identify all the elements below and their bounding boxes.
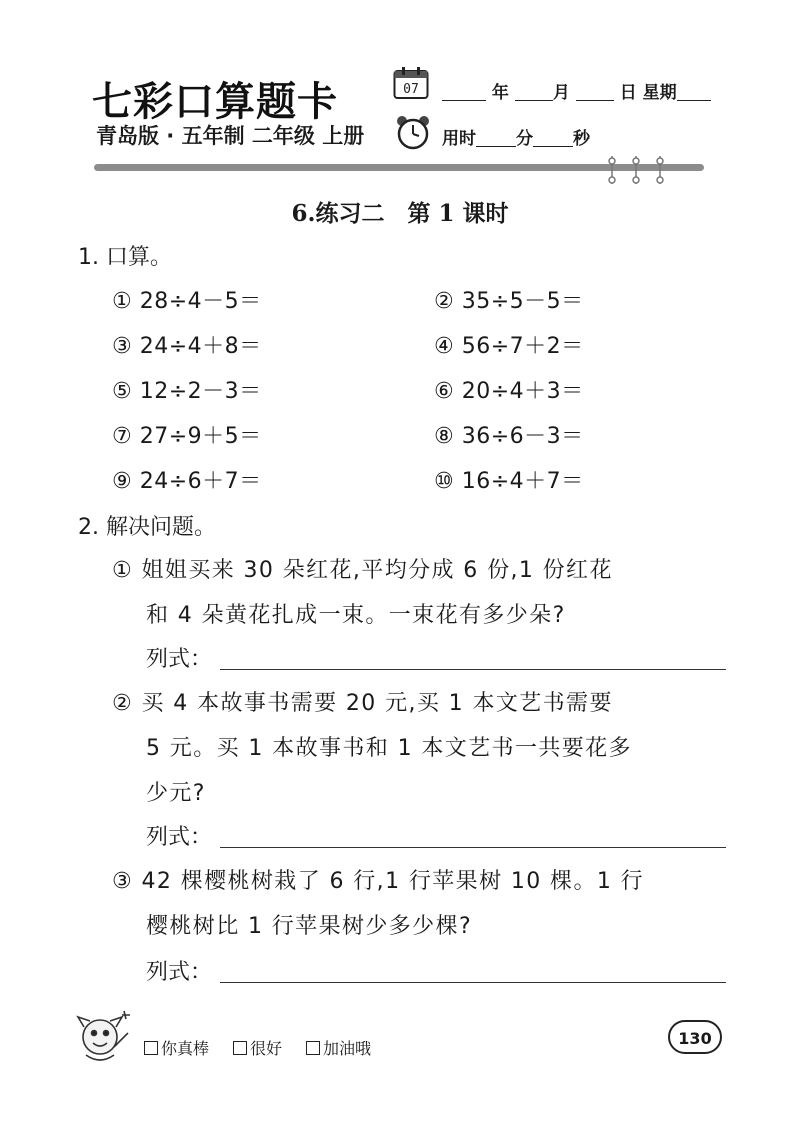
- rating-keep-going-label: 加油哦: [323, 1039, 372, 1058]
- time-used-label: 用时: [442, 129, 476, 149]
- problem-2-line-1: ② 买 4 本故事书需要 20 元,买 1 本文艺书需要: [112, 691, 613, 716]
- problem-3-line-1: ③ 42 棵樱桃树栽了 6 行,1 行苹果树 10 棵。1 行: [112, 869, 645, 894]
- rating-great[interactable]: [144, 1036, 209, 1059]
- date-line: [442, 78, 711, 103]
- calc-item-5: ⑤ 12÷2－3＝: [112, 379, 262, 404]
- problem-3-line-2: 樱桃树比 1 行苹果树少多少棵?: [146, 914, 473, 939]
- section-title: 6.练习二 第 1 课时: [291, 200, 509, 227]
- month-label: 月: [552, 83, 570, 103]
- mascot-icon: [70, 1003, 136, 1069]
- rating-great-checkbox[interactable]: [144, 1041, 158, 1055]
- year-label: 年: [491, 83, 509, 103]
- problem-2-line-3: 少元?: [146, 781, 206, 806]
- rating-great-label: 你真棒: [161, 1039, 210, 1058]
- problem-2-line-2: 5 元。买 1 本故事书和 1 本文艺书一共要花多: [146, 736, 632, 761]
- minutes-label: 分: [516, 129, 533, 149]
- day-blank[interactable]: [576, 100, 614, 101]
- month-blank[interactable]: [515, 100, 553, 101]
- calc-item-4: ④ 56÷7＋2＝: [434, 334, 584, 359]
- page-number: 130: [668, 1020, 722, 1054]
- calendar-icon-text: 07: [403, 82, 419, 97]
- clock-icon: [395, 114, 431, 150]
- weekday-blank[interactable]: [677, 100, 711, 101]
- problem-1-line-1: ① 姐姐买来 30 朵红花,平均分成 6 份,1 份红花: [112, 558, 613, 583]
- problem-3-answer-line[interactable]: [220, 982, 726, 983]
- year-blank[interactable]: [442, 100, 486, 101]
- problem-1-answer-line[interactable]: [220, 669, 726, 670]
- seconds-blank[interactable]: [533, 146, 573, 147]
- calc-item-10: ⑩ 16÷4＋7＝: [434, 469, 584, 494]
- problem-3-answer-label: 列式：: [146, 960, 213, 985]
- edition-subtitle: 青岛版 · 五年制 二年级 上册: [96, 124, 365, 148]
- calc-item-3: ③ 24÷4＋8＝: [112, 334, 262, 359]
- time-line: [442, 124, 590, 149]
- rating-good[interactable]: [233, 1036, 282, 1059]
- problem-2-answer-line[interactable]: [220, 847, 726, 848]
- problem-1-line-2: 和 4 朵黄花扎成一束。一束花有多少朵?: [146, 603, 566, 628]
- rating-keep-going[interactable]: [306, 1036, 371, 1059]
- brand-title: 七彩口算题卡: [92, 78, 338, 125]
- calendar-icon: [393, 66, 429, 100]
- calc-item-2: ② 35÷5－5＝: [434, 289, 584, 314]
- q2-heading: 2. 解决问题。: [78, 515, 216, 540]
- problem-1-answer-label: 列式：: [146, 647, 213, 672]
- rating-good-checkbox[interactable]: [233, 1041, 247, 1055]
- calc-item-9: ⑨ 24÷6＋7＝: [112, 469, 262, 494]
- calc-item-8: ⑧ 36÷6－3＝: [434, 424, 584, 449]
- problem-2-answer-label: 列式：: [146, 825, 213, 850]
- q1-heading: 1. 口算。: [78, 245, 172, 270]
- weekday-label: 星期: [642, 83, 677, 103]
- rating-keep-going-checkbox[interactable]: [306, 1041, 320, 1055]
- bead-decoration: [600, 156, 680, 186]
- day-label: 日: [619, 83, 637, 103]
- calc-item-7: ⑦ 27÷9＋5＝: [112, 424, 262, 449]
- seconds-label: 秒: [573, 129, 590, 149]
- calc-item-6: ⑥ 20÷4＋3＝: [434, 379, 584, 404]
- calc-item-1: ① 28÷4－5＝: [112, 289, 262, 314]
- minutes-blank[interactable]: [476, 146, 516, 147]
- rating-good-label: 很好: [250, 1039, 283, 1058]
